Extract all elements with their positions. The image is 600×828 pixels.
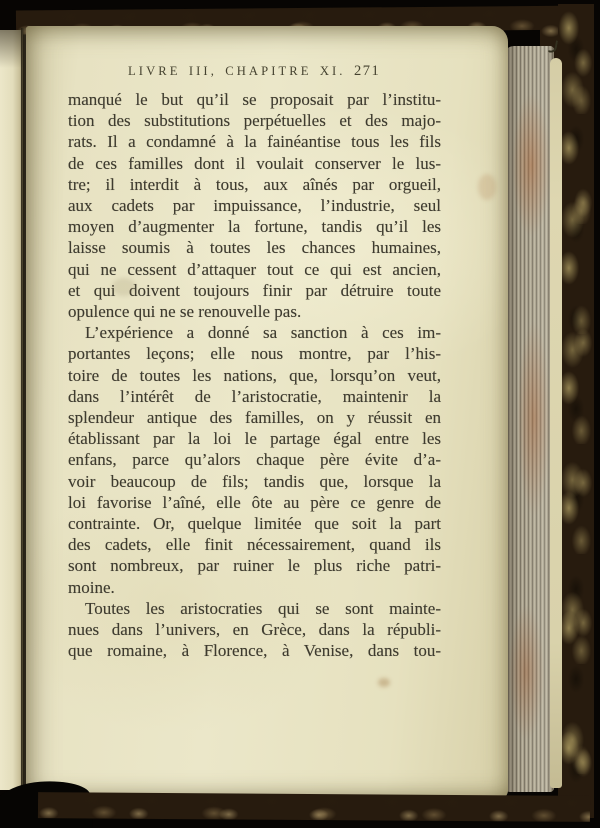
text-line: et qui doivent toujours finir par détruire toute [68,280,441,300]
text-line: enfans, parce qu’alors chaque père évite d’a- [68,450,441,470]
text-line: des cadets, elle finit nécessairement, quand ils [68,535,441,555]
text-line: laisse soumis à toutes les chances humaines, [68,238,441,258]
text-line: opulence qui ne se renouvelle pas. [68,302,302,322]
text-line: Toutes les aristocraties qui se sont mainte- [85,598,441,618]
book-page [26,26,508,800]
text-line: moine. [68,577,115,597]
text-line: dans l’intérêt de l’aristocratie, maintenir la [68,386,441,406]
chapter-title: LIVRE III, CHAPITRE XI. [128,64,346,78]
facing-page-sliver [0,30,23,790]
paper-stain [378,678,390,687]
paragraph [68,322,441,598]
text-line: de ces familles dont il voulait conserver le lus- [68,153,441,173]
text-line: manqué le but qu’il se proposait par l’institu- [68,90,441,109]
paragraph [68,598,441,662]
page-stack-fore-edge [504,46,554,792]
text-line: qui ne cessent d’attaquer tout ce qui est ancien, [68,259,441,279]
running-header [26,64,508,84]
paper-stain [112,278,136,296]
text-line: portantes leçons; elle nous montre, par l’his- [68,344,441,364]
endpaper-edge-strip [550,58,562,788]
body-text [68,89,441,661]
marbled-board-right-edge [558,4,594,818]
text-line: établissant par la loi le partage égal entre les [68,429,441,449]
page-number: 271 [354,63,381,79]
text-line: L’expérience a donné sa sanction à ces im- [85,323,441,343]
text-line: toire de toutes les nations, que, lorsqu’on veut, [68,365,441,385]
paper-stain [478,174,496,200]
text-line: aux cadets par impuissance, l’industrie, seul [68,196,441,216]
text-line: contrainte. Or, quelque limitée que soit la part [68,514,441,534]
text-line: tre; il interdit à tous, aux aînés par orgueil, [68,174,441,194]
text-line: splendeur antique des familles, on y réussit en [68,408,441,428]
text-line: voir beaucoup de fils; tandis que, lorsque la [68,471,441,491]
text-line: nues dans l’univers, en Grèce, dans la républi- [68,620,441,640]
text-line: loi favorise l’aîné, elle ôte au père ce genre de [68,492,441,512]
text-line: que romaine, à Florence, à Venise, dans tou- [68,641,441,661]
text-line: tion des substitutions perpétuelles et des majo- [68,111,441,131]
text-line: moyen d’augmenter la fortune, tandis qu’il les [68,217,441,237]
text-line: rats. Il a condamné à la fainéantise tous les fils [68,132,441,152]
text-line: sont nombreux, par ruiner le plus riche patri- [68,556,441,576]
marbled-board-bottom-edge [38,792,590,822]
